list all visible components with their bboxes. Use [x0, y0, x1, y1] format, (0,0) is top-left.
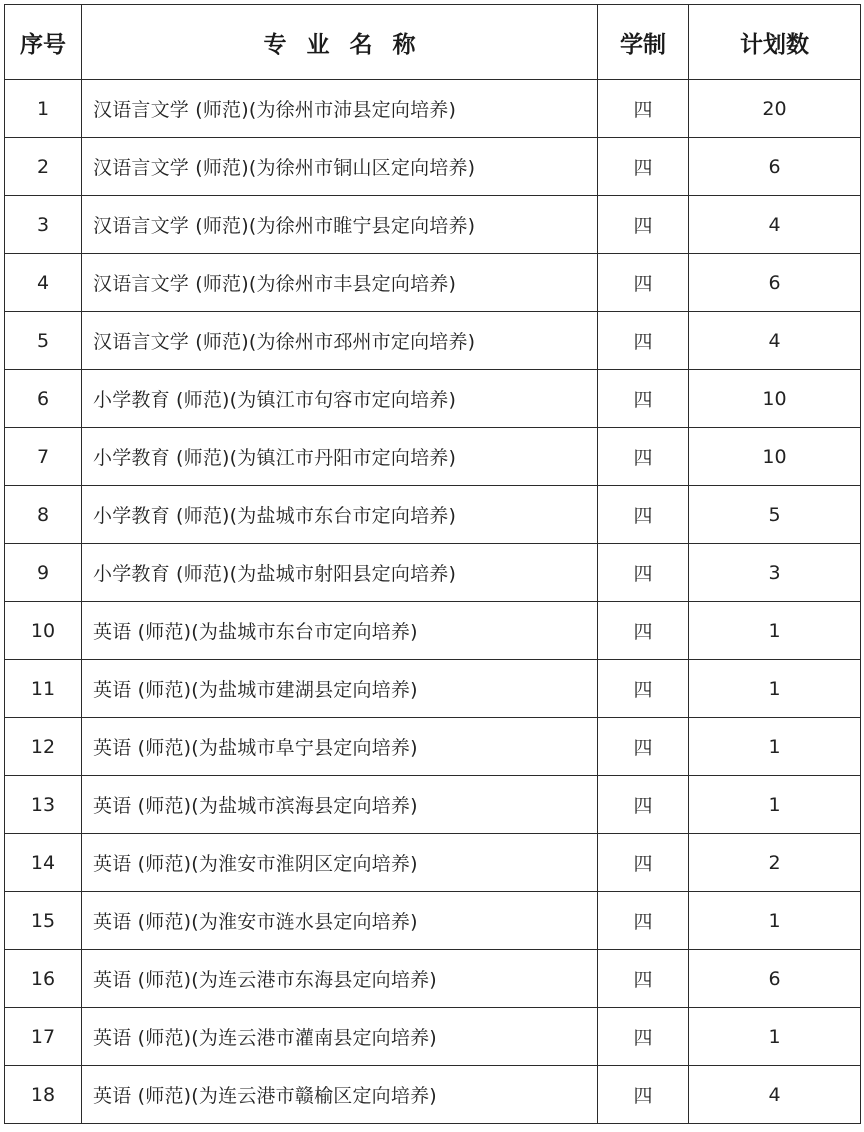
- table-row: [5, 950, 861, 1008]
- row-major-name: 英语 (师范)(为连云港市赣榆区定向培养): [82, 1066, 598, 1124]
- row-plan-count: 1: [689, 660, 861, 718]
- row-study-years: 四: [598, 312, 689, 370]
- row-serial-number: 13: [5, 776, 82, 834]
- header-study-years: 学制: [598, 5, 689, 80]
- row-serial-number: 2: [5, 138, 82, 196]
- row-plan-count: 20: [689, 80, 861, 138]
- row-serial-number: 16: [5, 950, 82, 1008]
- row-study-years: 四: [598, 660, 689, 718]
- table-row: [5, 370, 861, 428]
- row-plan-count: 1: [689, 602, 861, 660]
- row-major-name: 小学教育 (师范)(为盐城市射阳县定向培养): [82, 544, 598, 602]
- table-row: [5, 254, 861, 312]
- row-plan-count: 10: [689, 370, 861, 428]
- enrollment-plan-table: [4, 4, 861, 1124]
- row-plan-count: 6: [689, 950, 861, 1008]
- row-study-years: 四: [598, 544, 689, 602]
- row-plan-count: 1: [689, 892, 861, 950]
- row-study-years: 四: [598, 428, 689, 486]
- header-plan-count: 计划数: [689, 5, 861, 80]
- row-major-name: 英语 (师范)(为盐城市东台市定向培养): [82, 602, 598, 660]
- row-serial-number: 7: [5, 428, 82, 486]
- row-major-name: 小学教育 (师范)(为盐城市东台市定向培养): [82, 486, 598, 544]
- row-plan-count: 1: [689, 776, 861, 834]
- row-study-years: 四: [598, 1008, 689, 1066]
- row-study-years: 四: [598, 892, 689, 950]
- row-serial-number: 8: [5, 486, 82, 544]
- row-serial-number: 11: [5, 660, 82, 718]
- row-study-years: 四: [598, 776, 689, 834]
- row-major-name: 英语 (师范)(为盐城市滨海县定向培养): [82, 776, 598, 834]
- table-row: [5, 312, 861, 370]
- row-plan-count: 2: [689, 834, 861, 892]
- row-serial-number: 3: [5, 196, 82, 254]
- row-plan-count: 6: [689, 254, 861, 312]
- row-major-name: 英语 (师范)(为淮安市淮阴区定向培养): [82, 834, 598, 892]
- row-major-name: 汉语言文学 (师范)(为徐州市沛县定向培养): [82, 80, 598, 138]
- row-study-years: 四: [598, 370, 689, 428]
- row-study-years: 四: [598, 80, 689, 138]
- row-major-name: 汉语言文学 (师范)(为徐州市铜山区定向培养): [82, 138, 598, 196]
- table-row: [5, 776, 861, 834]
- row-major-name: 英语 (师范)(为连云港市灌南县定向培养): [82, 1008, 598, 1066]
- row-study-years: 四: [598, 834, 689, 892]
- row-major-name: 英语 (师范)(为盐城市建湖县定向培养): [82, 660, 598, 718]
- row-plan-count: 5: [689, 486, 861, 544]
- row-serial-number: 14: [5, 834, 82, 892]
- table-row: [5, 834, 861, 892]
- table-row: [5, 486, 861, 544]
- row-serial-number: 18: [5, 1066, 82, 1124]
- table-row: [5, 892, 861, 950]
- row-major-name: 英语 (师范)(为盐城市阜宁县定向培养): [82, 718, 598, 776]
- row-serial-number: 6: [5, 370, 82, 428]
- row-serial-number: 12: [5, 718, 82, 776]
- table-row: [5, 138, 861, 196]
- row-study-years: 四: [598, 1066, 689, 1124]
- row-plan-count: 4: [689, 312, 861, 370]
- row-serial-number: 9: [5, 544, 82, 602]
- table-row: [5, 1008, 861, 1066]
- row-plan-count: 1: [689, 1008, 861, 1066]
- table-row: [5, 544, 861, 602]
- table-row: [5, 196, 861, 254]
- table-header-row: [5, 5, 861, 80]
- row-plan-count: 3: [689, 544, 861, 602]
- row-serial-number: 17: [5, 1008, 82, 1066]
- row-major-name: 小学教育 (师范)(为镇江市句容市定向培养): [82, 370, 598, 428]
- table-row: [5, 660, 861, 718]
- row-major-name: 英语 (师范)(为连云港市东海县定向培养): [82, 950, 598, 1008]
- row-serial-number: 10: [5, 602, 82, 660]
- row-major-name: 汉语言文学 (师范)(为徐州市丰县定向培养): [82, 254, 598, 312]
- row-study-years: 四: [598, 486, 689, 544]
- row-plan-count: 4: [689, 196, 861, 254]
- table-row: [5, 80, 861, 138]
- row-plan-count: 4: [689, 1066, 861, 1124]
- table-row: [5, 1066, 861, 1124]
- row-major-name: 汉语言文学 (师范)(为徐州市睢宁县定向培养): [82, 196, 598, 254]
- table-body: [5, 80, 861, 1124]
- header-major-name-text: 专业名称: [263, 31, 436, 58]
- header-serial-number: 序号: [5, 5, 82, 80]
- row-plan-count: 1: [689, 718, 861, 776]
- row-study-years: 四: [598, 718, 689, 776]
- row-major-name: 汉语言文学 (师范)(为徐州市邳州市定向培养): [82, 312, 598, 370]
- table-row: [5, 602, 861, 660]
- row-study-years: 四: [598, 950, 689, 1008]
- row-plan-count: 10: [689, 428, 861, 486]
- row-study-years: 四: [598, 254, 689, 312]
- row-study-years: 四: [598, 602, 689, 660]
- row-study-years: 四: [598, 138, 689, 196]
- header-major-name: [82, 5, 598, 80]
- row-major-name: 小学教育 (师范)(为镇江市丹阳市定向培养): [82, 428, 598, 486]
- table-row: [5, 718, 861, 776]
- row-serial-number: 1: [5, 80, 82, 138]
- row-serial-number: 4: [5, 254, 82, 312]
- row-study-years: 四: [598, 196, 689, 254]
- row-serial-number: 15: [5, 892, 82, 950]
- row-major-name: 英语 (师范)(为淮安市涟水县定向培养): [82, 892, 598, 950]
- row-plan-count: 6: [689, 138, 861, 196]
- row-serial-number: 5: [5, 312, 82, 370]
- table-row: [5, 428, 861, 486]
